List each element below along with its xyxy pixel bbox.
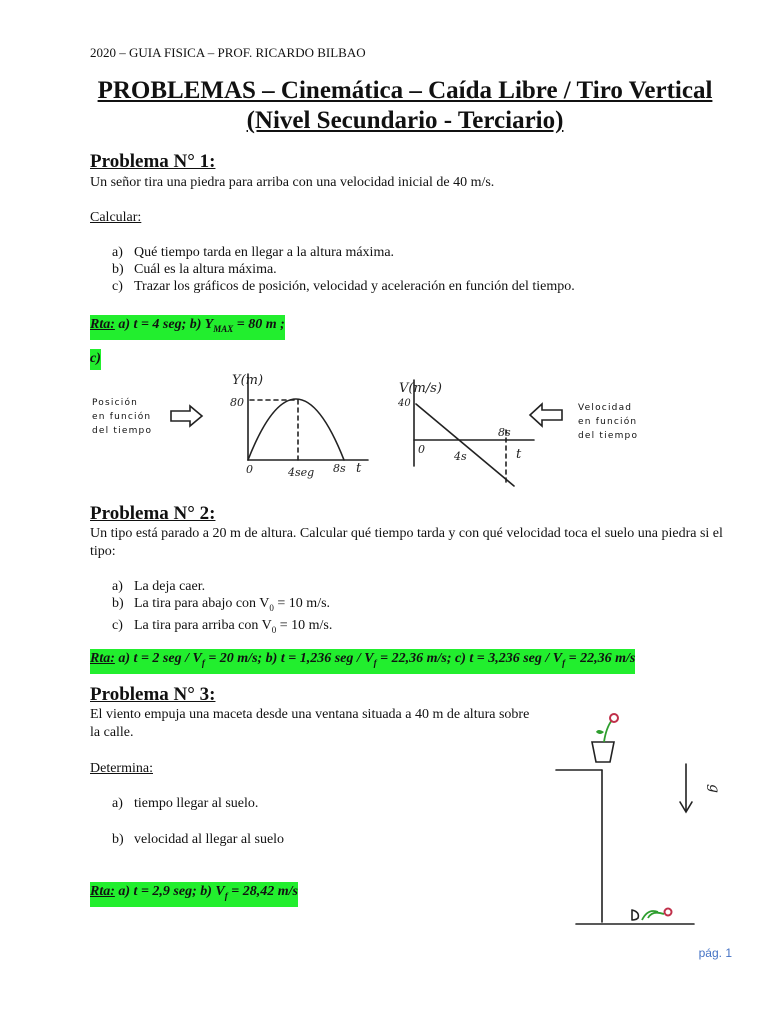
position-origin: 0 [246, 463, 253, 476]
arrow-right-icon [170, 405, 204, 427]
velocity-x-tick-4: 4s [454, 450, 467, 463]
page-title [0, 76, 768, 136]
position-y-tick: 80 [230, 396, 244, 409]
problem-1-answer-c: c) [90, 349, 101, 370]
title-line-2: (Nivel Secundario - Terciario) [246, 107, 564, 134]
gravity-label: g [706, 784, 722, 793]
building-sketch [552, 706, 722, 938]
velocity-y-axis-label: V(m/s) [399, 381, 442, 396]
velocity-graph [396, 378, 536, 488]
velocity-caption: Velocidad en función del tiempo [578, 403, 639, 441]
problem-1-calc-label: Calcular: [90, 210, 142, 225]
list-item: b) Cuál es la altura máxima. [112, 262, 277, 277]
problem-3-question-b: b) velocidad al llegar al suelo [112, 832, 285, 847]
position-graph [228, 368, 368, 483]
problem-3-question-a: a) tiempo llegar al suelo. [112, 796, 259, 811]
problem-3-calc-label: Determina: [90, 761, 153, 776]
position-y-axis-label: Y(m) [232, 373, 264, 388]
velocity-x-axis-label: t [516, 447, 522, 462]
problem-2-title: Problema N° 2: [90, 503, 216, 524]
problem-2-answer: Rta: a) t = 2 seg / $V_f = 20$ m/s; b) t = 1,236 seg / $V_f = 22,36$ m/s; c) t = 3,236 seg / $V_f = 22,36$ m/s [90, 649, 635, 674]
list-item: b) La tira para abajo con $V_0 = 10$ m/s. [112, 596, 331, 613]
problem-1-statement: Un señor tira una piedra para arriba con una velocidad inicial de 40 m/s. [90, 175, 495, 190]
problem-3-statement: El viento empuja una maceta desde una ventana situada a 40 m de altura sobre la calle. [90, 707, 530, 740]
position-x-axis-label: t [356, 461, 362, 476]
list-item: c) La tira para arriba con $V_0 = 10$ m/s. [112, 617, 333, 635]
list-item: a) Qué tiempo tarda en llegar a la altura máxima. [112, 245, 395, 260]
velocity-origin: 0 [418, 443, 425, 456]
velocity-x-tick-8: 8s [498, 426, 511, 439]
arrow-left-icon [528, 403, 564, 427]
problem-1-answer: Rta: a) t = 4 seg; b) $Y_{MAX} = 80$ m ; [90, 315, 285, 340]
problem-2-statement: Un tipo está parado a 20 m de altura. Calcular qué tiempo tarda y con qué velocidad toca el suelo una piedra si el tipo: [90, 526, 723, 559]
problem-3-answer: Rta: a) t = 2,9 seg; b) $V_f = 28,42$ m/s [90, 882, 298, 907]
page-header: 2020 – GUIA FISICA – PROF. RICARDO BILBAO [90, 45, 366, 60]
problem-1-questions [112, 244, 575, 295]
title-line-1: PROBLEMAS – Cinemática – Caída Libre / Tiro Vertical [97, 77, 713, 104]
problem-1-title: Problema N° 1: [90, 151, 216, 172]
problem-2-questions [112, 578, 332, 639]
problem-3-title: Problema N° 3: [90, 684, 216, 705]
position-caption: Posición en función del tiempo [92, 398, 153, 436]
list-item: c) Trazar los gráficos de posición, velocidad y aceleración en función del tiempo. [112, 279, 575, 294]
list-item: a) La deja caer. [112, 579, 206, 594]
page-number: pág. 1 [698, 946, 732, 960]
position-x-tick-8: 8s [333, 462, 346, 475]
position-x-tick-4: 4seg [288, 466, 315, 479]
velocity-y-tick: 40 [398, 398, 411, 409]
